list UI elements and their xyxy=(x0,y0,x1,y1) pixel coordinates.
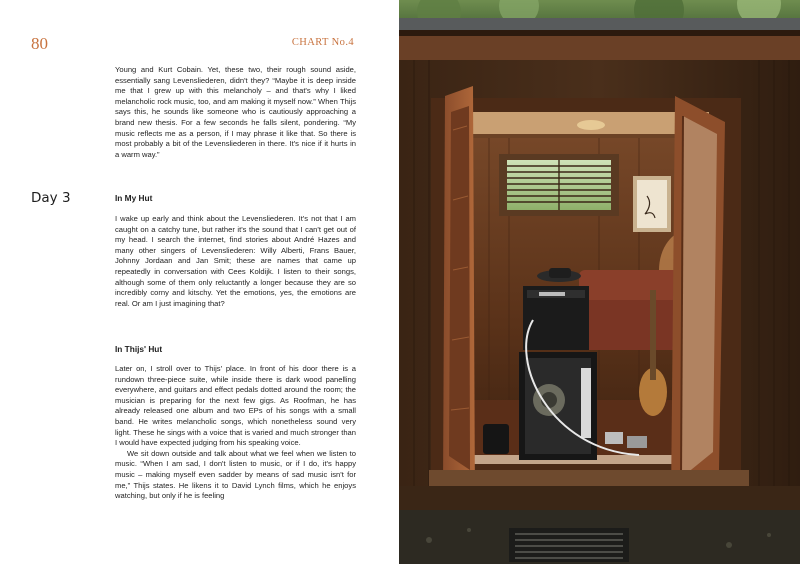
paragraph: I wake up early and think about the Levensliederen. It's not that I am caught on a catchy tune, but rather it's the sound that I can't get out of my head. I search the internet, find stories about André Hazes and many other singers of Levensliederen: Willy Alberti, Frans Bauer, Johnny Jordaan and Jan Smit; these are names that came up repeatedly in conversation with Cees Koldijk. I listen to their songs, although some of them only reluctantly a longer because they are so incredibly corny and kitschy. Yet the emotions, yes, the emotions are real. Or am I just imagining that? xyxy=(115,214,356,308)
text-block xyxy=(115,214,356,309)
drain-grate xyxy=(509,528,629,562)
text-block xyxy=(115,364,356,502)
section-subhead: In My Hut xyxy=(115,193,153,203)
roof xyxy=(399,18,800,32)
photo-page xyxy=(399,0,800,564)
hut-photo xyxy=(399,0,800,564)
effect-pedal xyxy=(605,432,623,444)
paragraph: Young and Kurt Cobain. Yet, these two, their rough sound aside, essentially sang Levensliederen, didn't they? “Maybe it is deep inside me that I grew up with this melancholy – and that's why I liked melancholic rock music, too, and am making it myself now.” When Thijs says this, he sounds like someone who is cautiously approaching a brand new thesis. For a few seconds he falls silent, pondering. “My music reflects me as a person, if I may phrase it like that. So there is most probably a bit of the Levensliederen in there. It's nice if it hurts in a warm way.” xyxy=(115,65,356,159)
day-label: Day 3 xyxy=(31,190,71,206)
paragraph: We sit down outside and talk about what we feel when we listen to music. “When I am sad, I don't listen to music, or if I do, it's happy music – making myself even sadder by means of sad music isn't for me,” Thijs states. He likens it to David Lynch films, which he enjoys watching, but only if he is feeling xyxy=(115,448,356,501)
paragraph: Later on, I stroll over to Thijs' place. In front of his door there is a rundown three-piece suite, while inside there is dark wood panelling everywhere, and guitars and effect pedals dotted around the room; the musician is preparing for the next few gigs. As Roofman, he has already released one album and two EPs of his songs with a small band. He writes melancholic songs, which nonetheless sound very light. These he sings with a voice that is varied and much stronger than I would have expected judging from his speaking voice. xyxy=(115,364,356,448)
page-number: 80 xyxy=(31,34,48,53)
section-subhead: In Thijs' Hut xyxy=(115,344,163,354)
running-head: CHART No.4 xyxy=(291,37,354,48)
text-block xyxy=(115,65,356,160)
